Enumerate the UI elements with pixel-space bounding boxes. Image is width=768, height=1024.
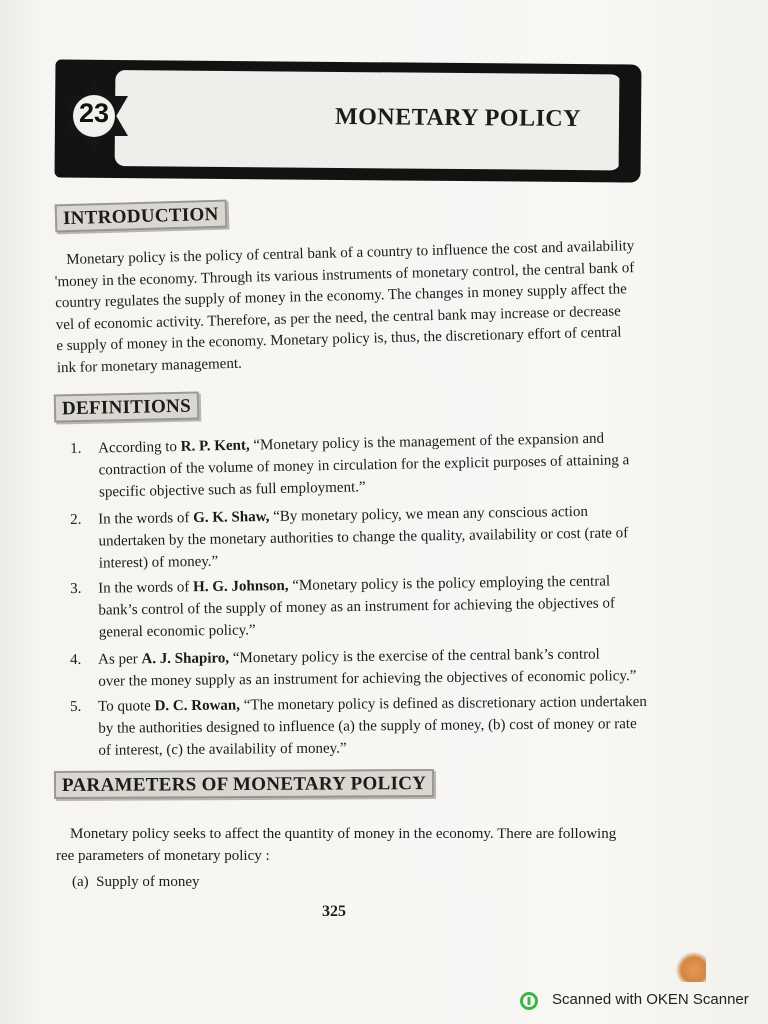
introduction-heading: INTRODUCTION bbox=[55, 200, 227, 233]
definition-author: D. C. Rowan, bbox=[154, 697, 241, 715]
definition-text: “Monetary policy is the exercise of the central bank’s control bbox=[229, 646, 600, 667]
definition-text: undertaken by the monetary authorities to change the quality, availability or cost (rate of bbox=[98, 525, 629, 550]
banner-scroll-end bbox=[618, 64, 641, 182]
introduction-line: ink for monetary management. bbox=[56, 355, 242, 376]
chapter-number: 23 bbox=[78, 98, 110, 128]
scanner-watermark-text: Scanned with OKEN Scanner bbox=[552, 991, 749, 1008]
definition-text: bank’s control of the supply of money as an instrument for achieving the objectives of bbox=[98, 595, 616, 619]
parameters-text: ree parameters of monetary policy : bbox=[56, 847, 270, 864]
definitions-heading: DEFINITIONS bbox=[54, 391, 200, 422]
definition-text: of interest, (c) the availability of money.” bbox=[98, 740, 347, 759]
definition-number: 1. bbox=[70, 440, 82, 457]
chapter-banner bbox=[54, 59, 635, 182]
scanner-logo-icon bbox=[520, 992, 538, 1010]
definition-text: “Monetary policy is the policy employing the central bbox=[288, 573, 611, 594]
introduction-paragraph bbox=[54, 236, 637, 379]
definition-text: specific objective such as full employment.” bbox=[98, 479, 366, 501]
introduction-line: country regulates the supply of money in the economy. The changes in money supply affect the bbox=[55, 281, 627, 312]
introduction-line: e supply of money in the economy. Monetary policy is, thus, the discretionary effort of central bbox=[56, 324, 622, 355]
introduction-line: Monetary policy is the policy of central bank of a country to influence the cost and availability bbox=[66, 238, 635, 268]
definition-number: 3. bbox=[70, 580, 82, 597]
parameters-paragraph bbox=[56, 824, 617, 867]
definition-text: “Monetary policy is the management of the expansion and bbox=[249, 430, 605, 454]
definition-text: “By monetary policy, we mean any conscious action bbox=[269, 503, 589, 525]
chapter-title: MONETARY POLICY bbox=[334, 103, 582, 133]
definition-text: by the authorities designed to influence (a) the supply of money, (b) cost of money or rate bbox=[98, 716, 637, 737]
definition-text: general economic policy.” bbox=[98, 622, 256, 641]
definition-intro: According to bbox=[98, 438, 181, 457]
definition-number: 4. bbox=[70, 651, 82, 668]
definition-text: interest) of money.” bbox=[98, 553, 219, 572]
definition-intro: In the words of bbox=[98, 579, 194, 597]
chapter-banner-inner bbox=[115, 70, 622, 170]
definition-author: R. P. Kent, bbox=[180, 437, 250, 455]
definition-author: G. K. Shaw, bbox=[193, 508, 270, 527]
parameters-subitem-text: (a) Supply of money bbox=[72, 874, 200, 890]
introduction-line: vel of economic activity. Therefore, as per the need, the central bank may increase or decrease bbox=[55, 302, 621, 333]
definition-text: contraction of the volume of money in circulation for the explicit purposes of attaining a bbox=[98, 452, 630, 479]
page-corner-smudge bbox=[676, 952, 706, 982]
definition-author: A. J. Shapiro, bbox=[141, 650, 230, 668]
definition-item bbox=[70, 643, 640, 690]
definition-number: 2. bbox=[70, 511, 82, 528]
definition-item bbox=[70, 427, 640, 501]
definition-intro: To quote bbox=[98, 698, 155, 715]
chapter-star-badge bbox=[58, 76, 130, 156]
definition-author: H. G. Johnson, bbox=[193, 577, 289, 596]
parameters-subitem bbox=[72, 872, 199, 894]
parameters-text: Monetary policy seeks to affect the quantity of money in the economy. There are following bbox=[70, 826, 617, 842]
definition-intro: In the words of bbox=[98, 510, 194, 528]
definition-intro: As per bbox=[98, 651, 142, 668]
page-number: 325 bbox=[322, 903, 346, 920]
definition-text: over the money supply as an instrument for achieving the objectives of economic policy.” bbox=[98, 668, 637, 690]
definition-number: 5. bbox=[70, 698, 82, 715]
definition-text: “The monetary policy is defined as discretionary action undertaken bbox=[239, 693, 647, 714]
introduction-line: 'money in the economy. Through its various instruments of monetary control, the central bank of bbox=[54, 259, 635, 290]
parameters-heading: PARAMETERS OF MONETARY POLICY bbox=[54, 769, 434, 799]
